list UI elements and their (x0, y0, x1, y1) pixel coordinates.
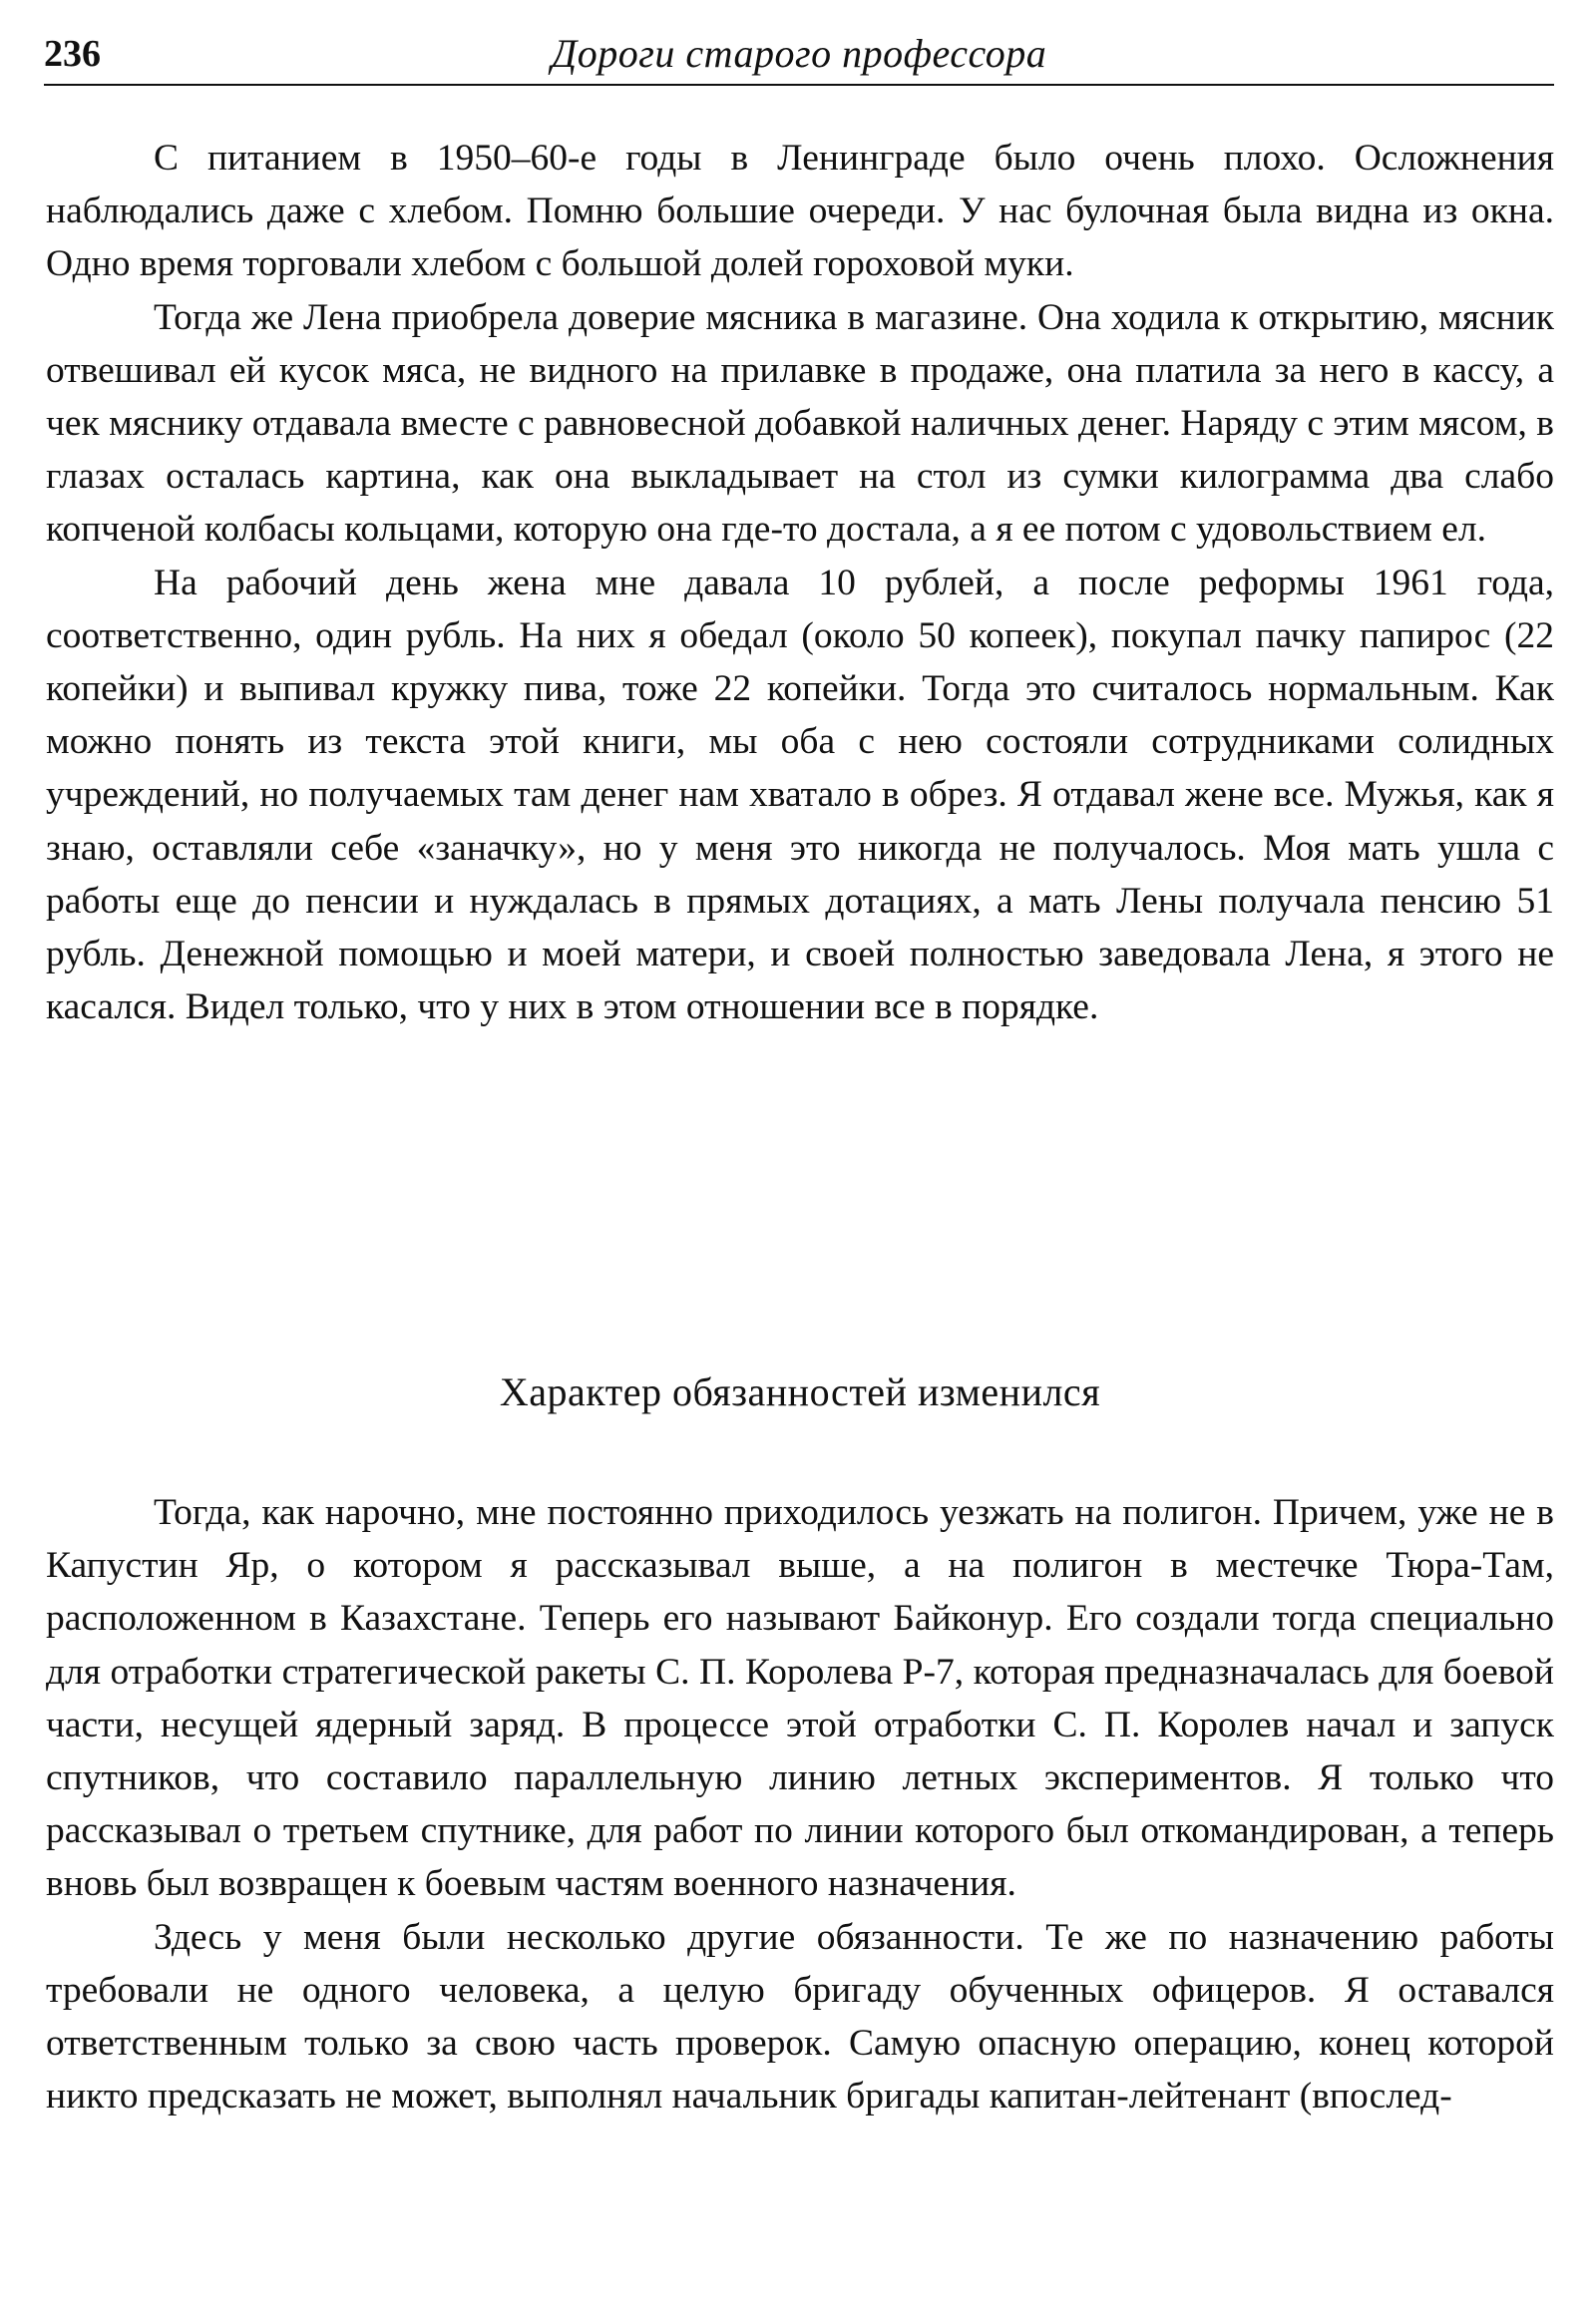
paragraph: Тогда, как нарочно, мне постоянно приходилось уезжать на полигон. Причем, уже не в Капустин Яр, о котором я рассказывал выше, а на полигон в местечке Тюра-Там, расположенном в Казахстане. Теперь его называют Байконур. Его создали тогда специально для отработки стратегической ракеты С. П. Королева Р-7, которая предназначалась для боевой части, несущей ядерный заряд. В процессе этой отработки С. П. Королев начал и запуск спутников, что составило параллельную линию летных экспериментов. Я только что рассказывал о третьем спутнике, для работ по линии которого был откомандирован, а теперь вновь был возвращен к боевым частям военного назначения. (46, 1492, 1554, 1905)
running-title: Дороги старого профессора (551, 31, 1047, 76)
paragraph: Тогда же Лена приобрела доверие мясника в магазине. Она ходила к открытию, мясник отвешивал ей кусок мяса, не видного на прилавке в продаже, она платила за него в кассу, а чек мяснику отдавала вместе с равновесной добавкой наличных денег. Наряду с этим мясом, в глазах осталась картина, как она выкладывает на стол из сумки килограмма два слабо копченой колбасы кольцами, которую она где-то достала, а я ее потом с удовольствием ел. (46, 296, 1554, 551)
paragraph: На рабочий день жена мне давала 10 рублей, а после реформы 1961 года, соответственно, один рубль. На них я обедал (около 50 копеек), покупал пачку папирос (22 копейки) и выпивал кружку пива, тоже 22 копейки. Тогда это считалось нормальным. Как можно понять из текста этой книги, мы оба с нею состояли сотрудниками солидных учреждений, но получаемых там денег нам хватало в обрез. Я отдавал жене все. Мужья, как я знаю, оставляли себе «заначку», но у меня это никогда не получалось. Моя мать ушла с работы еще до пенсии и нуждалась в прямых дотациях, а мать Лены получала пенсию 51 рубль. Денежной помощью и моей матери, и своей полностью заведовала Лена, я этого не касался. Видел только, что у них в этом отношении все в порядке. (46, 562, 1554, 1028)
text-block-bottom (46, 1486, 1554, 2122)
text-block-top (46, 132, 1554, 1033)
section-heading: Характер обязанностей изменился (499, 1369, 1101, 1414)
page-number: 236 (44, 33, 101, 75)
paragraph: Здесь у меня были несколько другие обязанности. Те же по назначению работы требовали не одного человека, а целую бригаду обученных офицеров. Я оставался ответственным только за свою часть проверок. Самую опасную операцию, конец которой никто предсказать не может, выполнял начальник бригады капитан-лейтенант (впослед- (46, 1916, 1554, 2118)
paragraph: С питанием в 1950–60-е годы в Ленинграде было очень плохо. Осложнения наблюдались даже с хлебом. Помню большие очереди. У нас булочная была видна из окна. Одно время торговали хлебом с большой долей гороховой муки. (46, 138, 1554, 285)
running-header (44, 28, 1554, 86)
